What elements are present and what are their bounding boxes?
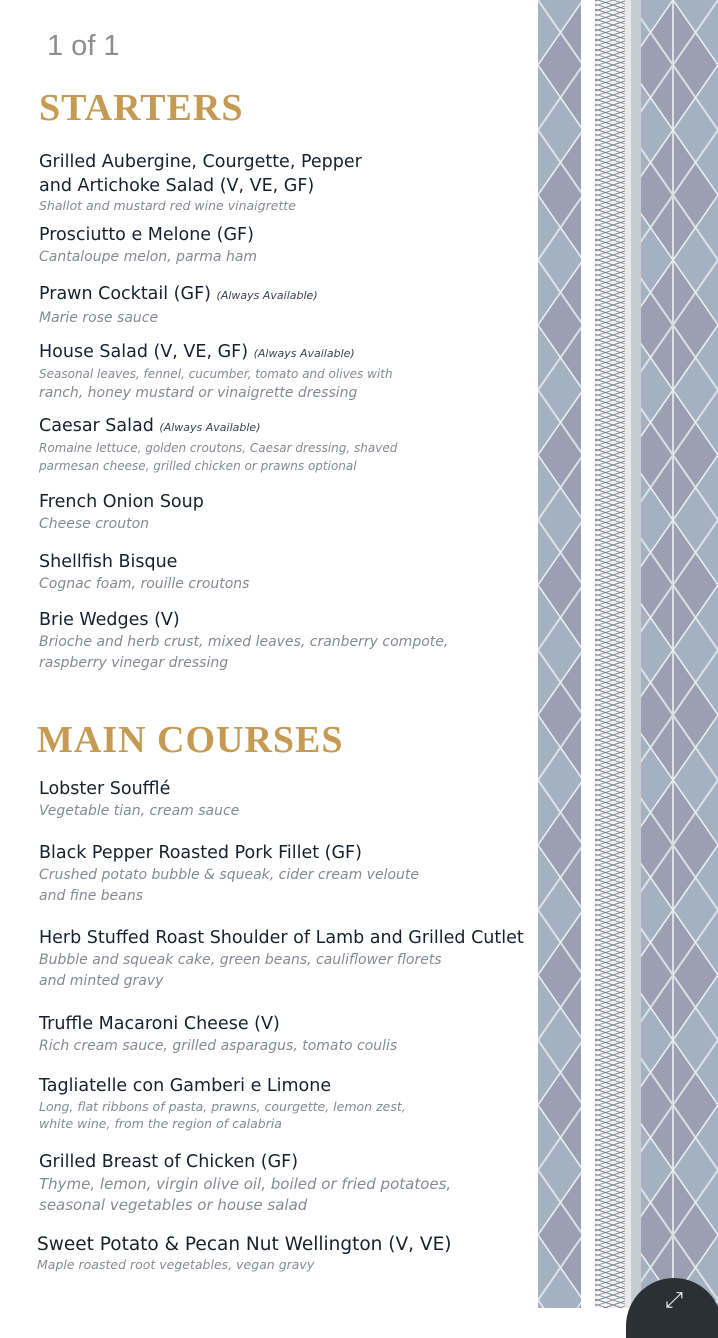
menu-item (39, 777, 529, 822)
item-description: Thyme, lemon, virgin olive oil, boiled or fried potatoes, (39, 1175, 452, 1193)
item-description-line2: and fine beans (39, 888, 144, 904)
menu-item (39, 340, 529, 404)
menu-item (39, 841, 529, 907)
item-description-line2: seasonal vegetables or house salad (39, 1196, 308, 1214)
item-name: Black Pepper Roasted Pork Fillet (GF) (39, 843, 362, 863)
item-description: Maple roasted root vegetables, vegan gravy (37, 1257, 315, 1272)
menu-item (39, 926, 529, 992)
item-description-line2: parmesan cheese, grilled chicken or prawns optional (39, 459, 357, 473)
item-description: Cantaloupe melon, parma ham (39, 249, 258, 265)
menu-item (39, 1150, 529, 1216)
always-available-note: (Always Available) (159, 421, 261, 434)
item-description: Crushed potato bubble & squeak, cider cream veloute (39, 867, 420, 883)
item-description: Cheese crouton (39, 516, 150, 532)
item-description: Long, flat ribbons of pasta, prawns, courgette, lemon zest, (39, 1099, 406, 1114)
item-name: Prosciutto e Melone (GF) (39, 225, 254, 245)
item-name: French Onion Soup (39, 492, 204, 512)
menu-item (37, 1233, 527, 1273)
item-name: Truffle Macaroni Cheese (V) (39, 1014, 280, 1034)
main-courses-heading: MAIN COURSES (37, 719, 344, 761)
always-available-note: (Always Available) (216, 289, 318, 302)
item-description: Vegetable tian, cream sauce (39, 803, 240, 819)
item-description: Bubble and squeak cake, green beans, cauliflower florets (39, 952, 442, 968)
item-description-line2: ranch, honey mustard or vinaigrette dressing (39, 385, 358, 401)
page-counter: 1 of 1 (47, 30, 120, 62)
item-description-line2: raspberry vinegar dressing (39, 655, 229, 671)
item-name: Prawn Cocktail (GF) (39, 284, 211, 304)
item-description: Seasonal leaves, fennel, cucumber, tomato and olives with (39, 367, 393, 381)
menu-item (39, 1012, 529, 1057)
item-description-line2: and minted gravy (39, 973, 164, 989)
item-description: Brioche and herb crust, mixed leaves, cranberry compote, (39, 634, 449, 650)
geometric-pattern-border (538, 0, 718, 1308)
menu-item (39, 550, 529, 595)
item-name-line2: and Artichoke Salad (V, VE, GF) (39, 176, 315, 196)
item-name: House Salad (V, VE, GF) (39, 342, 249, 362)
item-name: Tagliatelle con Gamberi e Limone (39, 1076, 332, 1096)
menu-item (39, 223, 529, 268)
starters-heading: STARTERS (39, 87, 244, 129)
item-name: Caesar Salad (39, 416, 154, 436)
menu-item (39, 490, 529, 535)
item-name: Grilled Breast of Chicken (GF) (39, 1152, 299, 1172)
item-description-line2: white wine, from the region of calabria (39, 1116, 282, 1131)
expand-icon: ⤢ (665, 1288, 683, 1313)
item-name: Grilled Aubergine, Courgette, Pepper (39, 152, 362, 172)
item-description: Cognac foam, rouille croutons (39, 576, 250, 592)
always-available-note: (Always Available) (253, 347, 355, 360)
item-description: Marie rose sauce (39, 310, 159, 326)
item-description: Shallot and mustard red wine vinaigrette (39, 198, 296, 213)
item-name: Brie Wedges (V) (39, 610, 180, 630)
menu-item (39, 150, 529, 214)
item-name: Lobster Soufflé (39, 779, 171, 799)
item-name: Shellfish Bisque (39, 552, 178, 572)
menu-item (39, 414, 529, 476)
item-name: Herb Stuffed Roast Shoulder of Lamb and Grilled Cutlet (39, 928, 524, 948)
item-description: Rich cream sauce, grilled asparagus, tomato coulis (39, 1038, 398, 1054)
menu-item (39, 1074, 529, 1132)
menu-item (39, 608, 529, 674)
menu-item (39, 282, 529, 329)
item-description: Romaine lettuce, golden croutons, Caesar dressing, shaved (39, 441, 398, 455)
item-name: Sweet Potato & Pecan Nut Wellington (V, VE) (37, 1234, 452, 1255)
